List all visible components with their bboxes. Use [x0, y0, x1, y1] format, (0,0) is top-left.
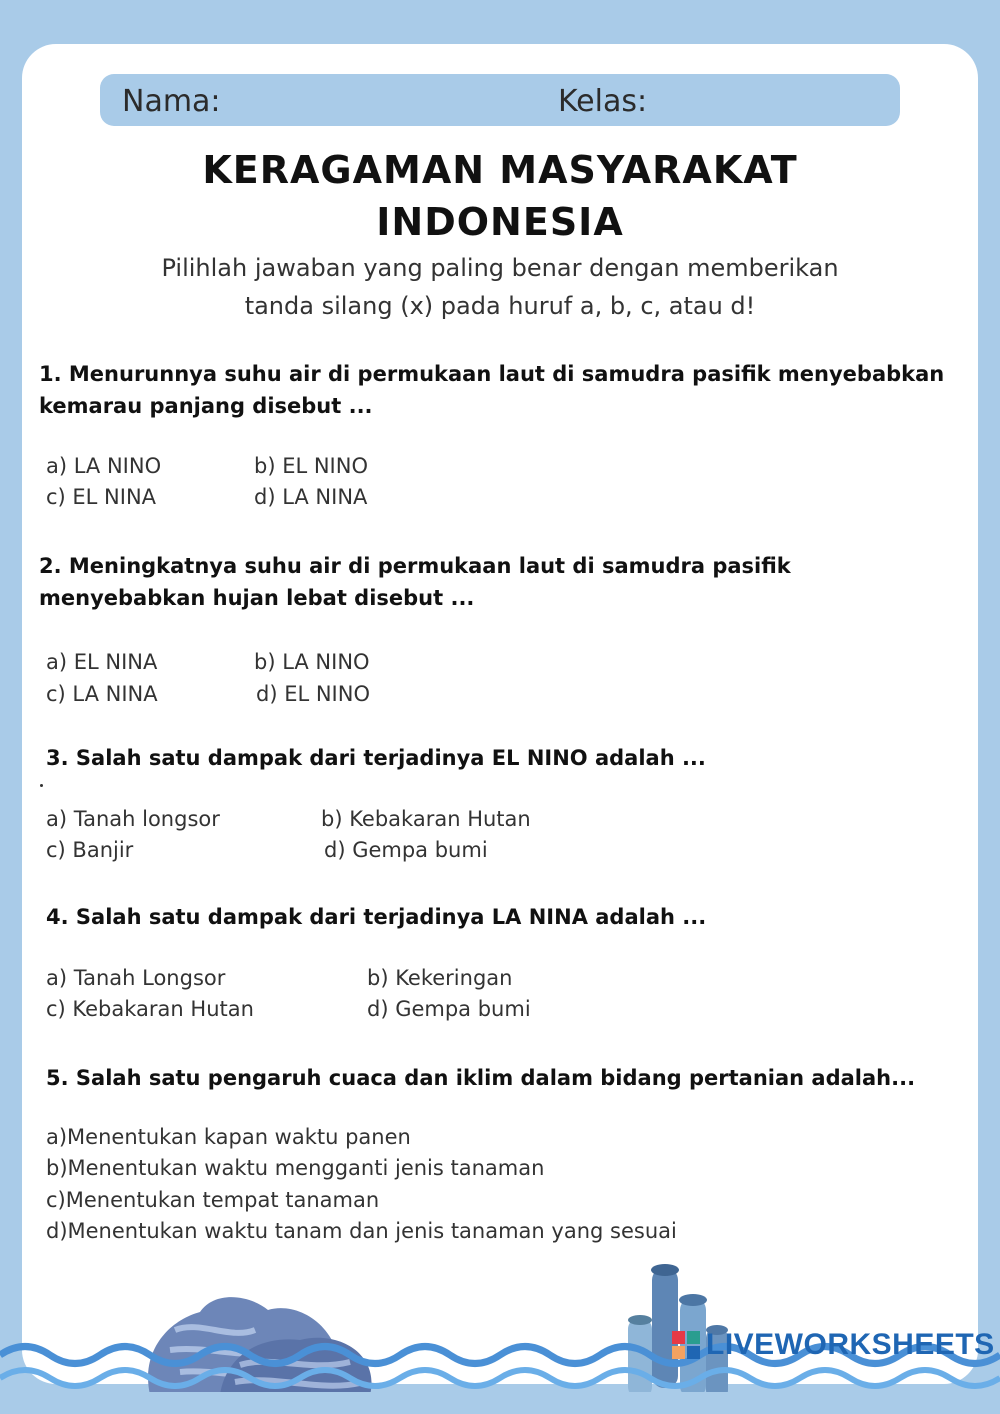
question-5-option-a[interactable]: a)Menentukan kapan waktu panen	[46, 1125, 411, 1149]
question-2-option-b[interactable]: b) LA NINO	[254, 650, 370, 674]
question-3-option-b[interactable]: b) Kebakaran Hutan	[321, 807, 531, 831]
worksheet-title-line1: KERAGAMAN MASYARAKAT	[202, 148, 798, 192]
question-2-option-c[interactable]: c) LA NINA	[46, 682, 158, 706]
question-5-option-b[interactable]: b)Menentukan waktu mengganti jenis tanaman	[46, 1156, 545, 1180]
question-2-line1: 2. Meningkatnya suhu air di permukaan laut di samudra pasifik	[39, 554, 791, 578]
question-3-option-a[interactable]: a) Tanah longsor	[46, 807, 220, 831]
question-3-option-c[interactable]: c) Banjir	[46, 838, 134, 862]
name-label: Nama:	[122, 84, 221, 119]
liveworksheets-brand[interactable]	[672, 1328, 995, 1362]
question-4-text: 4. Salah satu dampak dari terjadinya LA NINA adalah ...	[46, 905, 707, 929]
question-5-option-c[interactable]: c)Menentukan tempat tanaman	[46, 1188, 380, 1212]
instruction-line1: Pilihlah jawaban yang paling benar dengan memberikan	[161, 254, 839, 282]
question-2-option-d[interactable]: d) EL NINO	[256, 682, 370, 706]
instruction-line2: tanda silang (x) pada huruf a, b, c, atau d!	[244, 292, 756, 320]
question-1-option-d[interactable]: d) LA NINA	[254, 485, 368, 509]
question-1-option-a[interactable]: a) LA NINO	[46, 454, 162, 478]
question-2-option-a[interactable]: a) EL NINA	[46, 650, 158, 674]
question-1-option-c[interactable]: c) EL NINA	[46, 485, 157, 509]
worksheet-title-line2: INDONESIA	[376, 200, 624, 244]
question-1-line1: 1. Menurunnya suhu air di permukaan laut di samudra pasifik menyebabkan	[39, 362, 945, 386]
question-3-text: 3. Salah satu dampak dari terjadinya EL NINO adalah ...	[46, 746, 706, 770]
question-3-option-d[interactable]: d) Gempa bumi	[324, 838, 488, 862]
liveworksheets-logo-icon	[672, 1331, 700, 1359]
question-4-option-b[interactable]: b) Kekeringan	[367, 966, 513, 990]
question-4-option-d[interactable]: d) Gempa bumi	[367, 997, 531, 1021]
question-5-option-d[interactable]: d)Menentukan waktu tanam dan jenis tanaman yang sesuai	[46, 1219, 677, 1243]
question-4-option-c[interactable]: c) Kebakaran Hutan	[46, 997, 254, 1021]
brand-name: LIVEWORKSHEETS	[706, 1328, 995, 1361]
question-1-line2: kemarau panjang disebut ...	[39, 394, 373, 418]
question-1-option-b[interactable]: b) EL NINO	[254, 454, 368, 478]
question-4-option-a[interactable]: a) Tanah Longsor	[46, 966, 226, 990]
class-label: Kelas:	[558, 84, 648, 119]
question-2-line2: menyebabkan hujan lebat disebut ...	[39, 586, 475, 610]
question-5-text: 5. Salah satu pengaruh cuaca dan iklim dalam bidang pertanian adalah...	[46, 1066, 916, 1090]
